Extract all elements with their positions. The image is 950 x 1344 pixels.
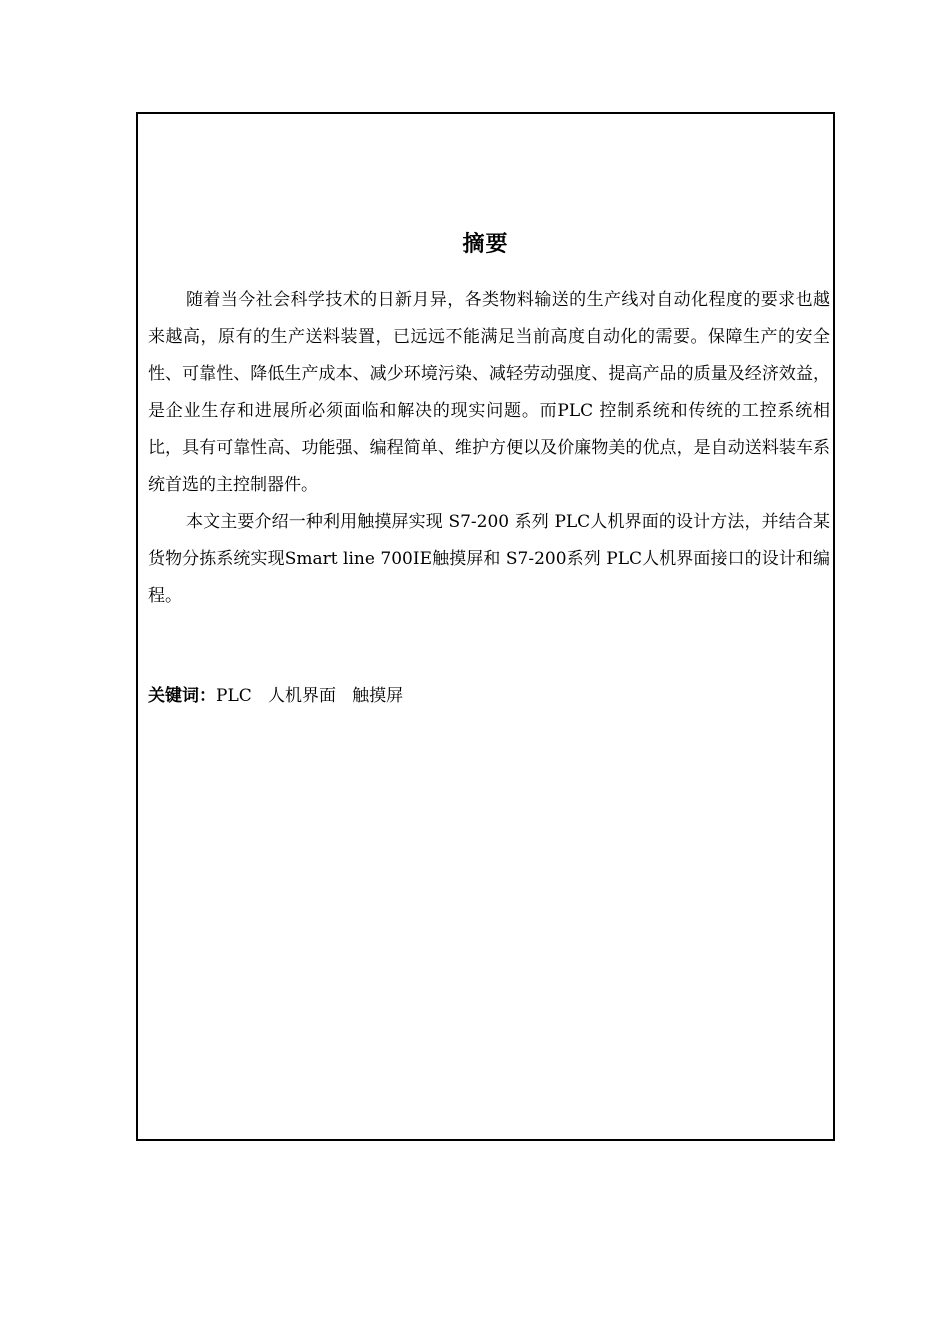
abstract-body xyxy=(148,282,830,615)
abstract-paragraph-1: 随着当今社会科学技术的日新月异，各类物料输送的生产线对自动化程度的要求也越来越高，原有的生产送料装置，已远远不能满足当前高度自动化的需要。保障生产的安全性、可靠性、降低生产成本、减少环境污染、减轻劳动强度、提高产品的质量及经济效益，是企业生存和进展所必须面临和解决的现实问题。而PLC 控制系统和传统的工控系统相比，具有可靠性高、功能强、编程简单、维护方便以及价廉物美的优点，是自动送料装车系统首选的主控制器件。 xyxy=(148,290,830,495)
keywords-label: 关键词： xyxy=(148,686,216,706)
page-title: 摘要 xyxy=(462,232,509,257)
page-frame xyxy=(136,112,835,1141)
keywords-value: PLC 人机界面 触摸屏 xyxy=(216,686,404,706)
keywords-line xyxy=(148,681,403,711)
abstract-paragraph-2: 本文主要介绍一种利用触摸屏实现 S7-200 系列 PLC人机界面的设计方法，并结合某货物分拣系统实现Smart line 700IE触摸屏和 S7-200系列 PLC人机界面接口的设计和编程。 xyxy=(148,512,830,606)
